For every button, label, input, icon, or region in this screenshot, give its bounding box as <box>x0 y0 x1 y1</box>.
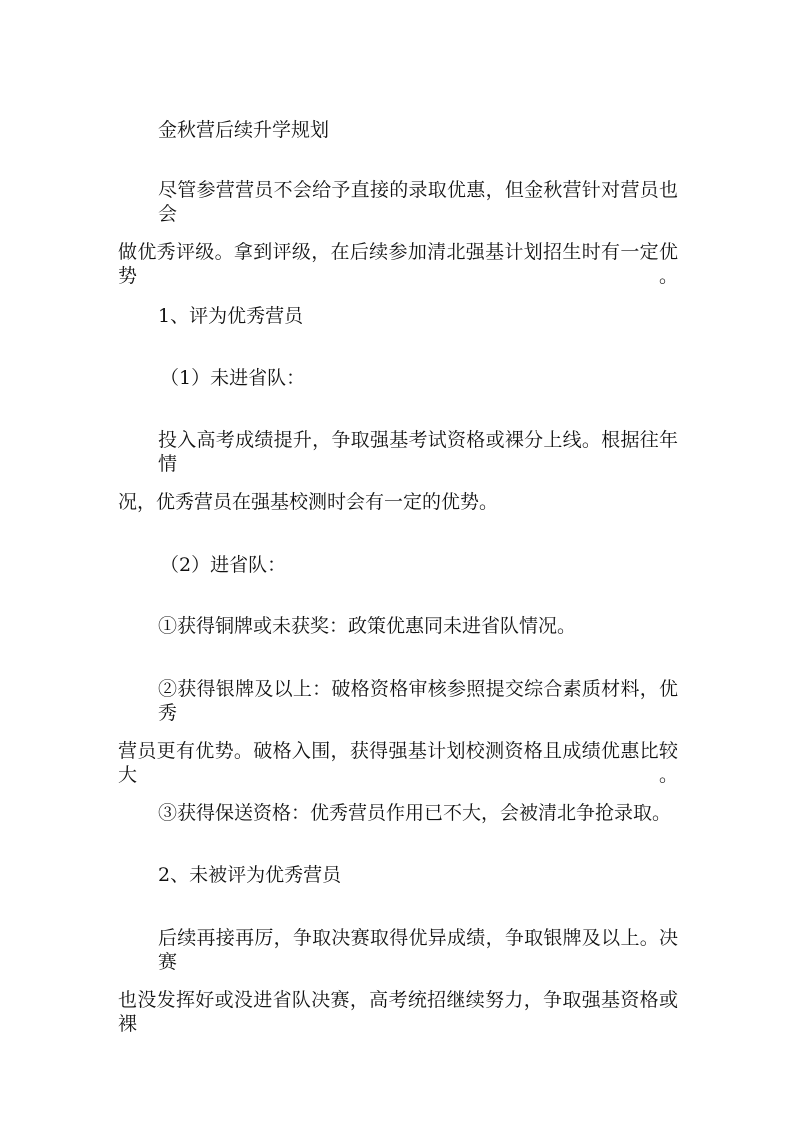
intro-paragraph-line-2: 做优秀评级。拿到评级，在后续参加清北强基计划招生时有一定优势。 <box>118 241 678 287</box>
section-2-heading: 2、未被评为优秀营员 <box>158 864 342 886</box>
section-1-heading: 1、评为优秀营员 <box>158 305 304 327</box>
section-2-body-line-2: 也没发挥好或没进省队决赛，高考统招继续努力，争取强基资格或裸 <box>118 989 678 1035</box>
subsection-1-body-line-1: 投入高考成绩提升，争取强基考试资格或裸分上线。根据往年情 <box>158 429 678 475</box>
list-item-silver-line-1: ②获得银牌及以上：破格资格审核参照提交综合素质材料，优秀 <box>158 678 678 724</box>
list-item-silver-line-2: 营员更有优势。破格入围，获得强基计划校测资格且成绩优惠比较大。 <box>118 740 678 786</box>
list-item-recommended: ③获得保送资格：优秀营员作用已不大，会被清北争抢录取。 <box>158 802 672 824</box>
document-title: 金秋营后续升学规划 <box>158 119 330 141</box>
list-item-bronze: ①获得铜牌或未获奖：政策优惠同未进省队情况。 <box>158 615 577 637</box>
section-2-body-line-1: 后续再接再厉，争取决赛取得优异成绩，争取银牌及以上。决赛 <box>158 927 678 973</box>
subsection-2-heading: （2）进省队： <box>160 554 287 576</box>
subsection-1-body-line-2: 况，优秀营员在强基校测时会有一定的优势。 <box>118 491 499 513</box>
subsection-1-heading: （1）未进省队： <box>160 367 306 389</box>
intro-paragraph-line-1: 尽管参营营员不会给予直接的录取优惠，但金秋营针对营员也会 <box>158 179 678 225</box>
